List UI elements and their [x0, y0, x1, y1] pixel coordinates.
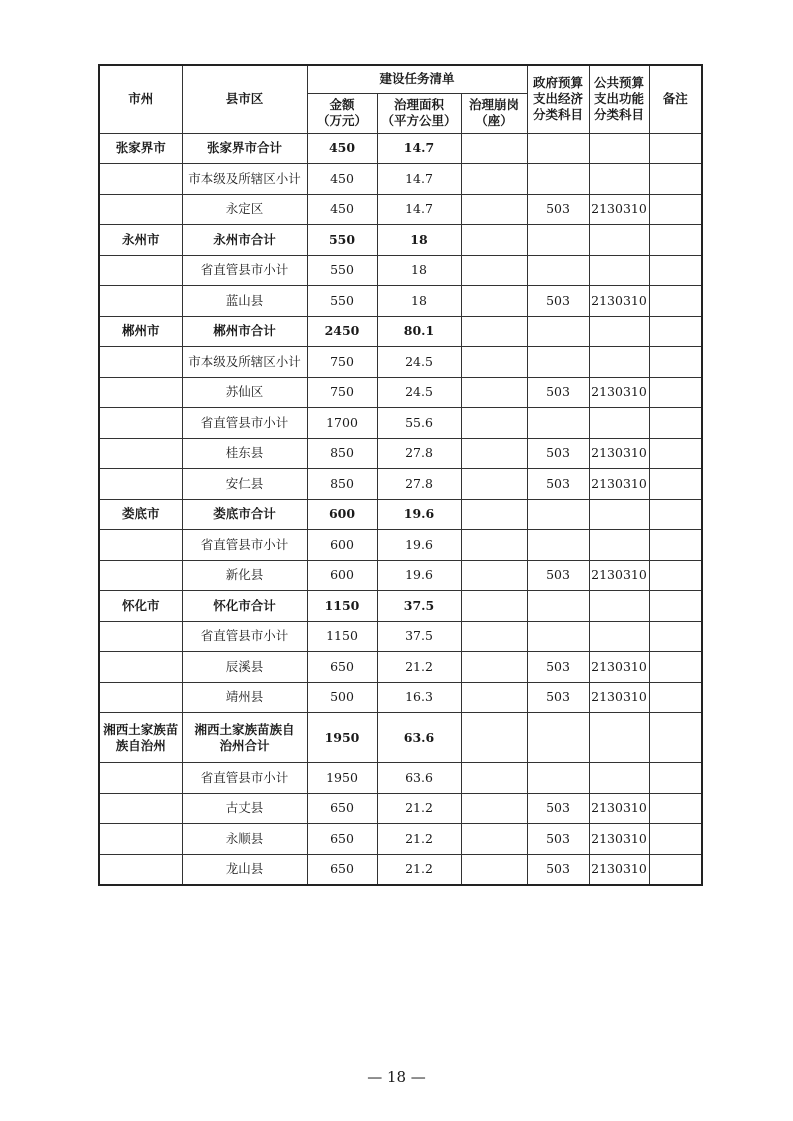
cell-econ: 503 [527, 824, 589, 855]
cell-func [589, 408, 649, 439]
cell-func: 2130310 [589, 682, 649, 713]
table-row [99, 408, 702, 439]
cell-area: 18 [377, 286, 461, 317]
cell-posts [461, 499, 527, 530]
cell-county: 新化县 [182, 560, 307, 591]
cell-city [99, 286, 182, 317]
cell-posts [461, 530, 527, 561]
cell-remark [649, 408, 702, 439]
header-area: 治理面积 （平方公里） [377, 93, 461, 133]
cell-econ [527, 164, 589, 195]
cell-remark [649, 255, 702, 286]
cell-county: 娄底市合计 [182, 499, 307, 530]
cell-econ [527, 763, 589, 794]
cell-amount: 450 [307, 133, 377, 164]
cell-posts [461, 316, 527, 347]
cell-county: 古丈县 [182, 793, 307, 824]
page-number: — 18 — [367, 1068, 426, 1086]
cell-city [99, 408, 182, 439]
cell-city: 郴州市 [99, 316, 182, 347]
cell-amount: 850 [307, 469, 377, 500]
table-row [99, 530, 702, 561]
table-row [99, 763, 702, 794]
cell-func: 2130310 [589, 377, 649, 408]
cell-posts [461, 763, 527, 794]
cell-area: 24.5 [377, 347, 461, 378]
cell-func [589, 530, 649, 561]
budget-table [98, 64, 703, 886]
cell-func: 2130310 [589, 824, 649, 855]
cell-posts [461, 621, 527, 652]
cell-econ: 503 [527, 793, 589, 824]
cell-county: 省直管县市小计 [182, 255, 307, 286]
table-row [99, 824, 702, 855]
cell-econ [527, 408, 589, 439]
cell-area: 21.2 [377, 652, 461, 683]
cell-city [99, 652, 182, 683]
cell-remark [649, 713, 702, 763]
cell-remark [649, 438, 702, 469]
cell-amount: 450 [307, 194, 377, 225]
cell-area: 19.6 [377, 530, 461, 561]
cell-remark [649, 225, 702, 256]
cell-area: 18 [377, 255, 461, 286]
cell-posts [461, 255, 527, 286]
cell-amount: 450 [307, 164, 377, 195]
cell-posts [461, 377, 527, 408]
cell-amount: 600 [307, 499, 377, 530]
cell-econ [527, 530, 589, 561]
cell-amount: 1150 [307, 591, 377, 622]
cell-func: 2130310 [589, 194, 649, 225]
header-posts: 治理崩岗 （座） [461, 93, 527, 133]
cell-remark [649, 133, 702, 164]
cell-remark [649, 286, 702, 317]
header-econ-class: 政府预算 支出经济 分类科目 [527, 65, 589, 133]
cell-county: 市本级及所辖区小计 [182, 164, 307, 195]
cell-posts [461, 824, 527, 855]
cell-econ [527, 255, 589, 286]
cell-area: 21.2 [377, 793, 461, 824]
header-county: 县市区 [182, 65, 307, 133]
cell-amount: 650 [307, 854, 377, 885]
cell-amount: 650 [307, 793, 377, 824]
cell-remark [649, 824, 702, 855]
header-city: 市州 [99, 65, 182, 133]
cell-city [99, 438, 182, 469]
cell-posts [461, 591, 527, 622]
cell-city [99, 255, 182, 286]
cell-remark [649, 793, 702, 824]
table-row [99, 469, 702, 500]
cell-func [589, 316, 649, 347]
cell-func: 2130310 [589, 469, 649, 500]
cell-amount: 1950 [307, 713, 377, 763]
cell-area: 27.8 [377, 438, 461, 469]
table-row-total [99, 499, 702, 530]
cell-county: 省直管县市小计 [182, 408, 307, 439]
cell-remark [649, 682, 702, 713]
table-row [99, 854, 702, 885]
table-row [99, 793, 702, 824]
cell-func [589, 591, 649, 622]
cell-func: 2130310 [589, 286, 649, 317]
cell-remark [649, 763, 702, 794]
cell-city [99, 763, 182, 794]
cell-county: 市本级及所辖区小计 [182, 347, 307, 378]
cell-area: 37.5 [377, 621, 461, 652]
cell-city [99, 793, 182, 824]
cell-city: 张家界市 [99, 133, 182, 164]
cell-amount: 1150 [307, 621, 377, 652]
table-row-total [99, 225, 702, 256]
cell-func [589, 225, 649, 256]
cell-posts [461, 652, 527, 683]
cell-func: 2130310 [589, 854, 649, 885]
header-amount: 金额 （万元） [307, 93, 377, 133]
cell-county: 省直管县市小计 [182, 530, 307, 561]
cell-area: 37.5 [377, 591, 461, 622]
table-row [99, 652, 702, 683]
cell-func: 2130310 [589, 652, 649, 683]
cell-amount: 550 [307, 225, 377, 256]
cell-econ: 503 [527, 560, 589, 591]
cell-posts [461, 164, 527, 195]
cell-posts [461, 854, 527, 885]
cell-posts [461, 469, 527, 500]
table-row [99, 682, 702, 713]
cell-amount: 850 [307, 438, 377, 469]
table-row-total [99, 713, 702, 763]
cell-remark [649, 316, 702, 347]
cell-amount: 600 [307, 530, 377, 561]
cell-func [589, 347, 649, 378]
cell-city [99, 164, 182, 195]
cell-econ [527, 591, 589, 622]
cell-econ: 503 [527, 286, 589, 317]
cell-posts [461, 560, 527, 591]
table-row [99, 255, 702, 286]
cell-posts [461, 438, 527, 469]
cell-county: 龙山县 [182, 854, 307, 885]
cell-econ [527, 713, 589, 763]
cell-county: 靖州县 [182, 682, 307, 713]
cell-amount: 500 [307, 682, 377, 713]
cell-posts [461, 793, 527, 824]
cell-remark [649, 652, 702, 683]
cell-amount: 750 [307, 377, 377, 408]
cell-remark [649, 499, 702, 530]
cell-remark [649, 347, 702, 378]
cell-area: 19.6 [377, 560, 461, 591]
cell-county: 怀化市合计 [182, 591, 307, 622]
cell-amount: 650 [307, 652, 377, 683]
cell-city [99, 194, 182, 225]
cell-econ: 503 [527, 194, 589, 225]
cell-posts [461, 408, 527, 439]
cell-county: 安仁县 [182, 469, 307, 500]
cell-amount: 2450 [307, 316, 377, 347]
cell-amount: 550 [307, 286, 377, 317]
cell-func [589, 763, 649, 794]
cell-area: 16.3 [377, 682, 461, 713]
header-remark: 备注 [649, 65, 702, 133]
cell-county: 省直管县市小计 [182, 763, 307, 794]
cell-city [99, 854, 182, 885]
cell-area: 14.7 [377, 194, 461, 225]
cell-area: 27.8 [377, 469, 461, 500]
cell-func [589, 621, 649, 652]
cell-area: 24.5 [377, 377, 461, 408]
cell-econ [527, 133, 589, 164]
cell-posts [461, 682, 527, 713]
cell-econ: 503 [527, 438, 589, 469]
table-row [99, 164, 702, 195]
cell-city [99, 377, 182, 408]
table-row [99, 438, 702, 469]
cell-city [99, 621, 182, 652]
cell-econ: 503 [527, 682, 589, 713]
cell-remark [649, 164, 702, 195]
cell-area: 80.1 [377, 316, 461, 347]
cell-county: 永定区 [182, 194, 307, 225]
cell-county: 郴州市合计 [182, 316, 307, 347]
cell-posts [461, 225, 527, 256]
table-row-total [99, 133, 702, 164]
cell-remark [649, 469, 702, 500]
cell-city: 永州市 [99, 225, 182, 256]
cell-county: 省直管县市小计 [182, 621, 307, 652]
cell-posts [461, 194, 527, 225]
cell-area: 21.2 [377, 854, 461, 885]
cell-area: 55.6 [377, 408, 461, 439]
cell-amount: 650 [307, 824, 377, 855]
table-row [99, 194, 702, 225]
cell-city: 娄底市 [99, 499, 182, 530]
cell-func [589, 255, 649, 286]
cell-county: 永顺县 [182, 824, 307, 855]
cell-func: 2130310 [589, 793, 649, 824]
cell-amount: 600 [307, 560, 377, 591]
table-row [99, 286, 702, 317]
cell-city: 湘西土家族苗 族自治州 [99, 713, 182, 763]
cell-amount: 1950 [307, 763, 377, 794]
cell-amount: 750 [307, 347, 377, 378]
cell-amount: 1700 [307, 408, 377, 439]
cell-county: 湘西土家族苗族自 治州合计 [182, 713, 307, 763]
cell-city [99, 560, 182, 591]
cell-posts [461, 713, 527, 763]
table-body [99, 133, 702, 885]
cell-area: 63.6 [377, 713, 461, 763]
cell-city [99, 824, 182, 855]
cell-func [589, 164, 649, 195]
cell-posts [461, 347, 527, 378]
cell-city [99, 347, 182, 378]
cell-remark [649, 377, 702, 408]
cell-posts [461, 133, 527, 164]
table-row [99, 621, 702, 652]
cell-county: 永州市合计 [182, 225, 307, 256]
cell-func: 2130310 [589, 560, 649, 591]
cell-func [589, 133, 649, 164]
cell-area: 21.2 [377, 824, 461, 855]
cell-remark [649, 530, 702, 561]
cell-econ: 503 [527, 469, 589, 500]
cell-city [99, 530, 182, 561]
cell-remark [649, 854, 702, 885]
cell-remark [649, 621, 702, 652]
cell-county: 张家界市合计 [182, 133, 307, 164]
cell-econ [527, 347, 589, 378]
cell-econ: 503 [527, 652, 589, 683]
table-row [99, 560, 702, 591]
cell-econ [527, 316, 589, 347]
table-row [99, 377, 702, 408]
cell-econ [527, 499, 589, 530]
cell-area: 14.7 [377, 164, 461, 195]
cell-remark [649, 591, 702, 622]
cell-econ [527, 621, 589, 652]
cell-econ: 503 [527, 377, 589, 408]
table-row-total [99, 316, 702, 347]
cell-county: 苏仙区 [182, 377, 307, 408]
cell-posts [461, 286, 527, 317]
cell-county: 桂东县 [182, 438, 307, 469]
cell-area: 18 [377, 225, 461, 256]
cell-area: 63.6 [377, 763, 461, 794]
table-row-total [99, 591, 702, 622]
cell-county: 蓝山县 [182, 286, 307, 317]
cell-remark [649, 194, 702, 225]
table-row [99, 347, 702, 378]
header-func-class: 公共预算 支出功能 分类科目 [589, 65, 649, 133]
cell-econ: 503 [527, 854, 589, 885]
cell-econ [527, 225, 589, 256]
cell-area: 14.7 [377, 133, 461, 164]
cell-city: 怀化市 [99, 591, 182, 622]
cell-area: 19.6 [377, 499, 461, 530]
cell-city [99, 469, 182, 500]
cell-amount: 550 [307, 255, 377, 286]
cell-func [589, 713, 649, 763]
cell-func [589, 499, 649, 530]
cell-city [99, 682, 182, 713]
cell-remark [649, 560, 702, 591]
cell-func: 2130310 [589, 438, 649, 469]
cell-county: 辰溪县 [182, 652, 307, 683]
header-task-list: 建设任务清单 [307, 65, 527, 93]
